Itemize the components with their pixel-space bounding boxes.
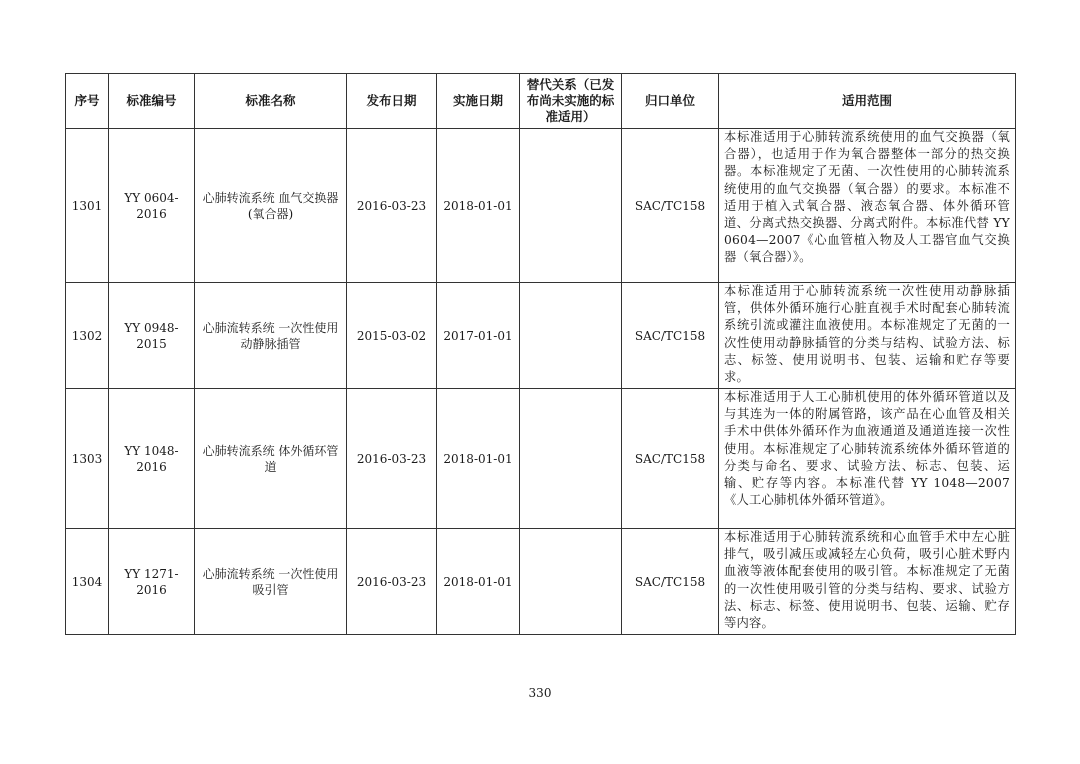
cell-seq: 1302 xyxy=(66,283,109,389)
page-number: 330 xyxy=(528,686,552,700)
standards-table xyxy=(65,73,1016,635)
cell-code: YY 0604-2016 xyxy=(109,129,195,283)
cell-effective-date: 2018-01-01 xyxy=(437,129,520,283)
cell-scope: 本标准适用于人工心肺机使用的体外循环管道以及与其连为一体的附属管路，该产品在心血管及相关手术中供体外循环作为血液通道及通道连接一次性使用。本标准规定了心肺转流系统体外循环管道的分类与命名、要求、试验方法、标志、包装、运输、贮存等内容。本标准代替 YY 1048—2007《人工心肺机体外循环管道》。 xyxy=(719,389,1016,529)
table-header-row xyxy=(66,74,1016,129)
table-row xyxy=(66,129,1016,283)
header-code: 标准编号 xyxy=(109,74,195,129)
header-effective-date: 实施日期 xyxy=(437,74,520,129)
cell-publish-date: 2016-03-23 xyxy=(347,129,437,283)
cell-publish-date: 2016-03-23 xyxy=(347,389,437,529)
cell-seq: 1304 xyxy=(66,529,109,635)
cell-unit: SAC/TC158 xyxy=(622,389,719,529)
cell-scope: 本标准适用于心肺转流系统和心血管手术中左心脏排气，吸引减压或减轻左心负荷，吸引心脏术野内血液等液体配套使用的吸引管。本标准规定了无菌的一次性使用吸引管的分类与结构、要求、试验方法、标志、标签、使用说明书、包装、运输、贮存等内容。 xyxy=(719,529,1016,635)
cell-code: YY 0948-2015 xyxy=(109,283,195,389)
cell-unit: SAC/TC158 xyxy=(622,283,719,389)
cell-replace xyxy=(520,529,622,635)
table-row xyxy=(66,389,1016,529)
cell-name: 心肺流转系统 一次性使用动静脉插管 xyxy=(195,283,347,389)
header-scope: 适用范围 xyxy=(719,74,1016,129)
table-row xyxy=(66,529,1016,635)
cell-replace xyxy=(520,283,622,389)
cell-seq: 1303 xyxy=(66,389,109,529)
cell-scope: 本标准适用于心肺转流系统使用的血气交换器（氧合器），也适用于作为氧合器整体一部分的热交换器。本标准规定了无菌、一次性使用的心肺转流系统使用的血气交换器（氧合器）的要求。本标准不适用于植入式氧合器、液态氧合器、体外循环管道、分离式热交换器、分离式附件。本标准代替 YY 0604—2007《心血管植入物及人工器官血气交换器（氧合器）》。 xyxy=(719,129,1016,283)
header-unit: 归口单位 xyxy=(622,74,719,129)
cell-effective-date: 2018-01-01 xyxy=(437,389,520,529)
cell-publish-date: 2016-03-23 xyxy=(347,529,437,635)
cell-replace xyxy=(520,389,622,529)
cell-unit: SAC/TC158 xyxy=(622,529,719,635)
header-seq: 序号 xyxy=(66,74,109,129)
header-name: 标准名称 xyxy=(195,74,347,129)
cell-publish-date: 2015-03-02 xyxy=(347,283,437,389)
table-row xyxy=(66,283,1016,389)
cell-name: 心肺流转系统 一次性使用吸引管 xyxy=(195,529,347,635)
cell-seq: 1301 xyxy=(66,129,109,283)
cell-replace xyxy=(520,129,622,283)
cell-unit: SAC/TC158 xyxy=(622,129,719,283)
header-publish-date: 发布日期 xyxy=(347,74,437,129)
cell-code: YY 1271-2016 xyxy=(109,529,195,635)
cell-code: YY 1048-2016 xyxy=(109,389,195,529)
cell-name: 心肺转流系统 体外循环管道 xyxy=(195,389,347,529)
header-replace: 替代关系（已发布尚未实施的标准适用） xyxy=(520,74,622,129)
cell-effective-date: 2018-01-01 xyxy=(437,529,520,635)
cell-scope: 本标准适用于心肺转流系统一次性使用动静脉插管，供体外循环施行心脏直视手术时配套心肺转流系统引流或灌注血液使用。本标准规定了无菌的一次性使用动静脉插管的分类与结构、试验方法、标志、标签、使用说明书、包装、运输和贮存等要求。 xyxy=(719,283,1016,389)
cell-name: 心肺转流系统 血气交换器(氧合器) xyxy=(195,129,347,283)
cell-effective-date: 2017-01-01 xyxy=(437,283,520,389)
